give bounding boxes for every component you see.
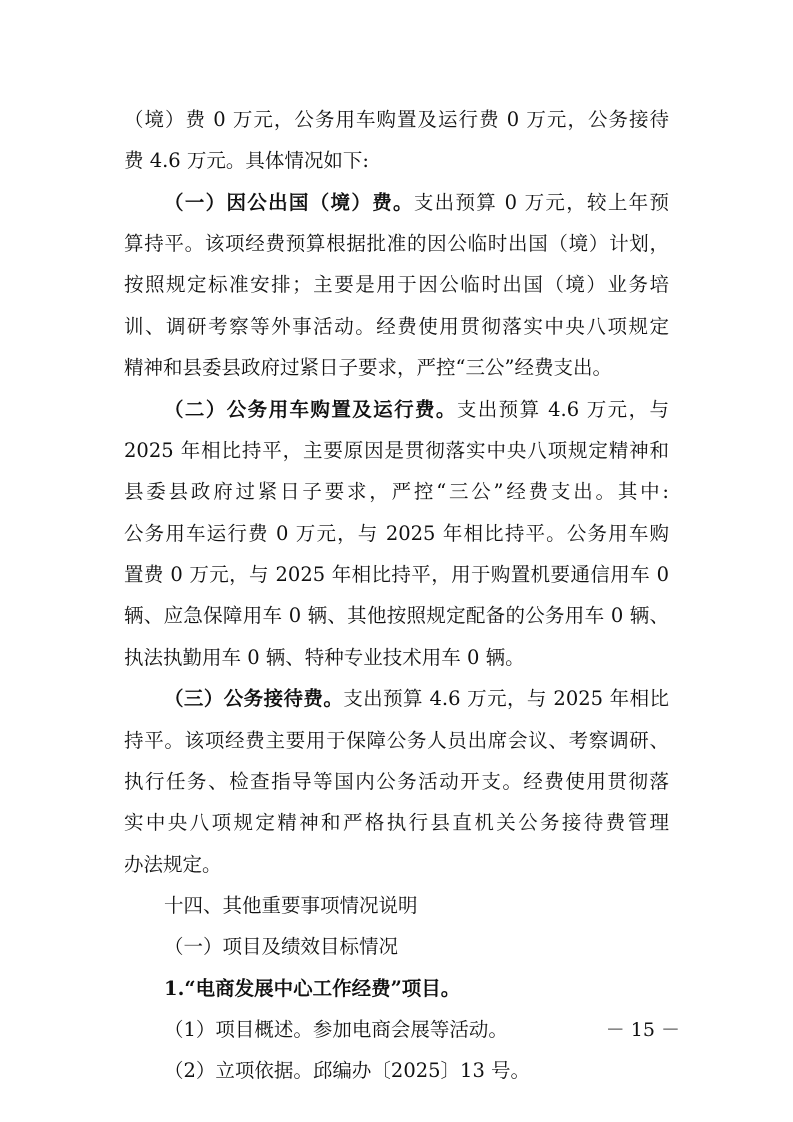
subsection-heading-outbound-travel: （一）因公出国（境）费。 xyxy=(164,191,414,214)
section-heading: 十四、其他重要事项情况说明 xyxy=(164,894,418,917)
paragraph-line: 算持平。该项经费预算根据批准的因公临时出国（境）计划， xyxy=(124,232,669,255)
paragraph-line: 执行任务、检查指导等国内公务活动开支。经费使用贯彻落 xyxy=(124,770,669,793)
subsection-heading-reception: （三）公务接待费。 xyxy=(164,687,344,710)
list-item: （2）立项依据。邱编办〔2025〕13 号。 xyxy=(164,1059,531,1082)
paragraph-line: 县委县政府过紧日子要求，严控“三公”经费支出。其中: xyxy=(124,480,669,503)
page-number: － 15 － xyxy=(605,1019,680,1041)
project-title: 1.“电商发展中心工作经费”项目。 xyxy=(164,977,461,1000)
subsection-heading-official-vehicles: （二）公务用车购置及运行费。 xyxy=(164,398,457,421)
paragraph-line: 辆、应急保障用车 0 辆、其他按照规定配备的公务用车 0 辆、 xyxy=(124,604,669,627)
paragraph-line: （境）费 0 万元，公务用车购置及运行费 0 万元，公务接待 xyxy=(124,108,669,131)
list-item: （1）项目概述。参加电商会展等活动。 xyxy=(164,1018,508,1041)
paragraph-line xyxy=(164,397,669,423)
paragraph-line: 执法执勤用车 0 辆、特种专业技术用车 0 辆。 xyxy=(124,646,525,669)
paragraph-line: 公务用车运行费 0 万元，与 2025 年相比持平。公务用车购 xyxy=(124,522,669,545)
paragraph-line: 实中央八项规定精神和严格执行县直机关公务接待费管理 xyxy=(124,811,669,834)
paragraph-line: 2025 年相比持平，主要原因是贯彻落实中央八项规定精神和 xyxy=(124,439,669,462)
paragraph-line xyxy=(164,686,669,712)
paragraph-line: 训、调研考察等外事活动。经费使用贯彻落实中央八项规定 xyxy=(124,315,669,338)
paragraph-text: 支出预算 4.6 万元，与 2025 年相比 xyxy=(343,687,669,710)
paragraph-line: 办法规定。 xyxy=(124,853,222,876)
paragraph-text: 支出预算 0 万元，较上年预 xyxy=(413,191,669,214)
paragraph-line: 按照规定标准安排；主要是用于因公临时出国（境）业务培 xyxy=(124,273,669,296)
paragraph-text: 支出预算 4.6 万元，与 xyxy=(456,398,669,421)
paragraph-line xyxy=(164,190,669,216)
paragraph-line: 置费 0 万元，与 2025 年相比持平，用于购置机要通信用车 0 xyxy=(124,563,669,586)
paragraph-line: 精神和县委县政府过紧日子要求，严控“三公”经费支出。 xyxy=(124,356,612,379)
paragraph-line: 费 4.6 万元。具体情况如下: xyxy=(124,149,369,172)
paragraph-line: 持平。该项经费主要用于保障公务人员出席会议、考察调研、 xyxy=(124,729,669,752)
subsection-heading: （一）项目及绩效目标情况 xyxy=(164,935,399,958)
